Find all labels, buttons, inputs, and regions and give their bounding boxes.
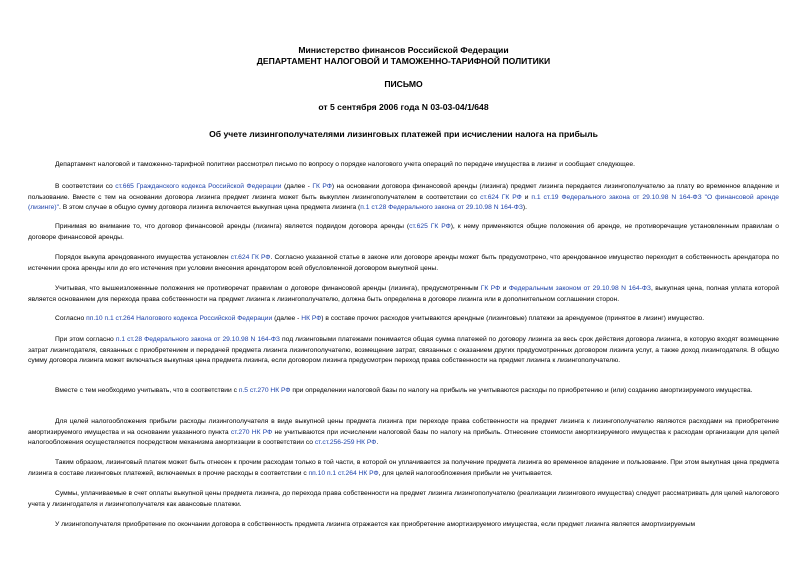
law-link[interactable]: ст.665 Гражданского кодекса Российской Федерации xyxy=(115,183,282,190)
paragraph-text: ), к нему применяются общие положения об аренде, не противоречащие установленным правилам о договоре финансовой аренды. xyxy=(28,223,779,241)
paragraph-9 xyxy=(28,417,779,449)
paragraph-text: под лизинговыми платежами понимается общая сумма платежей по договору лизинга за весь срок действия договора лизинга, в которую входят возмещение затрат лизингодателя, связанных с приобретением и передачей предмета лизинга лизингополучателю, возмещение затрат, связанных с оказанием других предусмотренных договором лизинга услуг, а также доход лизингодателя. В общую сумму договора лизинга может включаться выкупная цена предмета лизинга, если договором лизинга предусмотрен переход права собственности на предмет лизинга к лизингополучателю. xyxy=(28,336,779,364)
paragraph-text: , для целей налогообложения прибыли не учитывается. xyxy=(378,469,553,477)
paragraph-text: Вместе с тем необходимо учитывать, что в соответствии с xyxy=(55,387,239,394)
paragraph-6 xyxy=(28,314,779,325)
paragraph-text: (далее - xyxy=(272,315,302,322)
paragraph-1 xyxy=(28,160,779,171)
law-link[interactable]: пп.10 п.1 ст.264 Налогового кодекса Российской Федерации xyxy=(86,315,273,322)
document-date-number: от 5 сентября 2006 года N 03-03-04/1/648 xyxy=(318,102,489,112)
department-heading: ДЕПАРТАМЕНТ НАЛОГОВОЙ И ТАМОЖЕННО-ТАРИФНОЙ ПОЛИТИКИ xyxy=(256,56,551,66)
paragraph-10 xyxy=(28,458,779,479)
paragraph-text: Суммы, уплачиваемые в счет оплаты выкупной цены предмета лизинга, до перехода права собственности на предмет лизинга лизингополучателю (реализации лизингового имущества) следует рассматривать для целей налогового учета у лизингодателя и лизингополучателя как авансовые платежи. xyxy=(28,490,779,508)
law-link[interactable]: ГК РФ xyxy=(312,183,332,190)
paragraph-text: Порядок выкупа арендованного имущества установлен xyxy=(55,254,231,261)
ministry-heading: Министерство финансов Российской Федерации xyxy=(298,45,509,55)
paragraph-text: Для целей налогообложения прибыли расходы лизингополучателя в виде выкупной цены предмета лизинга при переходе права собственности на предмет лизинга к лизингополучателю являются расходами на приобретение амортизируемого имущества и на основании указанного пункта xyxy=(28,418,779,436)
paragraph-text: не учитываются при исчислении налоговой базы по налогу на прибыль. Отнесение стоимости амортизируемого имущества к расходам организации для целей налогообложения осуществляется посредством механизма амортизации в соответствии со xyxy=(28,428,779,446)
paragraph-text: , выкупная цена, полная уплата которой является основанием для перехода права собственности на предмет лизинга к лизингополучателю, должна быть определена в договоре лизинга или в дополнительном соглашении сторон. xyxy=(28,285,779,303)
paragraph-8 xyxy=(28,386,779,397)
law-link[interactable]: ст.624 ГК РФ xyxy=(480,193,522,201)
paragraph-text: В соответствии со xyxy=(55,183,116,190)
paragraph-text: . В этом случае в общую сумму договора лизинга включается выкупная цена предмета лизинга ( xyxy=(58,204,361,211)
paragraph-text: Согласно xyxy=(55,315,87,322)
law-link[interactable]: ГК РФ xyxy=(480,285,501,292)
paragraph-text: У лизингополучателя приобретение по окончании договора в собственность предмета лизинга отражается как приобретение амортизируемого имущества, если предмет лизинга является амортизируемым xyxy=(55,521,696,528)
law-link[interactable]: п.1 ст.28 Федерального закона от 29.10.98 N 164-ФЗ xyxy=(115,336,280,343)
paragraph-text: Таким образом, лизинговый платеж может быть отнесен к прочим расходам только в той части, в которой он уплачивается за получение предмета лизинга во временное владение и пользование. При этом выкупная цена предмета лизинга в составе лизинговых платежей, включаемых в прочие расходы в соответствии с xyxy=(28,459,779,477)
paragraph-text: . Согласно указанной статье в законе или договоре аренды может быть предусмотрено, что арендованное имущество переходит в собственность арендатора по истечении срока аренды или до его истечения при условии внесения арендатором всей обусловленной договором выкупной цены. xyxy=(28,254,780,272)
law-link[interactable]: ст.625 ГК РФ xyxy=(409,223,451,230)
paragraph-text: Принимая во внимание то, что договор финансовой аренды (лизинга) является подвидом договора аренды ( xyxy=(55,223,410,230)
paragraph-7 xyxy=(28,335,779,367)
law-link[interactable]: Федеральным законом от 29.10.98 N 164-ФЗ xyxy=(508,285,651,292)
paragraph-text: при определении налоговой базы по налогу на прибыль не учитываются расходы по приобретению и (или) созданию амортизируемого имущества. xyxy=(290,387,753,394)
law-link[interactable]: ст.624 ГК РФ xyxy=(230,254,271,261)
paragraph-text: Департамент налоговой и таможенно-тарифной политики рассмотрел письмо по вопросу о порядке налогового учета операций по передаче имущества в лизинг и сообщает следующее. xyxy=(55,161,635,168)
paragraph-text: ) на основании договора финансовой аренды (лизинга) предмет лизинга передается лизингополучателю за плату во временное владение и пользование. Вместе с тем на основании договора лизинга предмет лизинга может быть выкуплен лизингополучателем в соответствии со xyxy=(28,183,779,201)
paragraph-text: Учитывая, что вышеизложенные положения не противоречат правилам о договоре финансовой аренды (лизинга), предусмотренным xyxy=(55,285,481,292)
law-link[interactable]: п.5 ст.270 НК РФ xyxy=(238,387,291,394)
paragraph-text: ) в составе прочих расходов учитываются арендные (лизинговые) платежи за арендуемое (принятое в лизинг) имущество. xyxy=(321,315,705,322)
paragraph-text: и xyxy=(521,193,532,201)
paragraph-text: ). xyxy=(522,204,528,211)
document-title: Об учете лизингополучателями лизинговых платежей при исчислении налога на прибыль xyxy=(209,129,598,139)
paragraph-3 xyxy=(28,222,779,243)
paragraph-text: При этом согласно xyxy=(55,336,116,343)
paragraph-text: и xyxy=(500,285,509,292)
law-link[interactable]: пп.10 п.1 ст.264 НК РФ xyxy=(308,469,379,477)
document-type: ПИСЬМО xyxy=(384,79,423,89)
law-link[interactable]: п.1 ст.19 Федерального закона от 29.10.98 N 164-ФЗ "О финансовой аренде (лизинге)" xyxy=(28,193,780,211)
paragraph-12 xyxy=(28,520,779,531)
paragraph-text: (далее - xyxy=(281,183,313,190)
paragraph-4 xyxy=(28,253,779,274)
law-link[interactable]: НК РФ xyxy=(301,315,322,322)
law-link[interactable]: ст.270 НК РФ xyxy=(230,428,273,436)
paragraph-5 xyxy=(28,284,779,305)
paragraph-2 xyxy=(28,182,779,214)
law-link[interactable]: ст.ст.256-259 НК РФ xyxy=(314,439,377,446)
paragraph-text: . xyxy=(376,439,379,446)
paragraph-11 xyxy=(28,489,779,510)
law-link[interactable]: п.1 ст.28 Федерального закона от 29.10.98 N 164-ФЗ xyxy=(360,204,523,211)
